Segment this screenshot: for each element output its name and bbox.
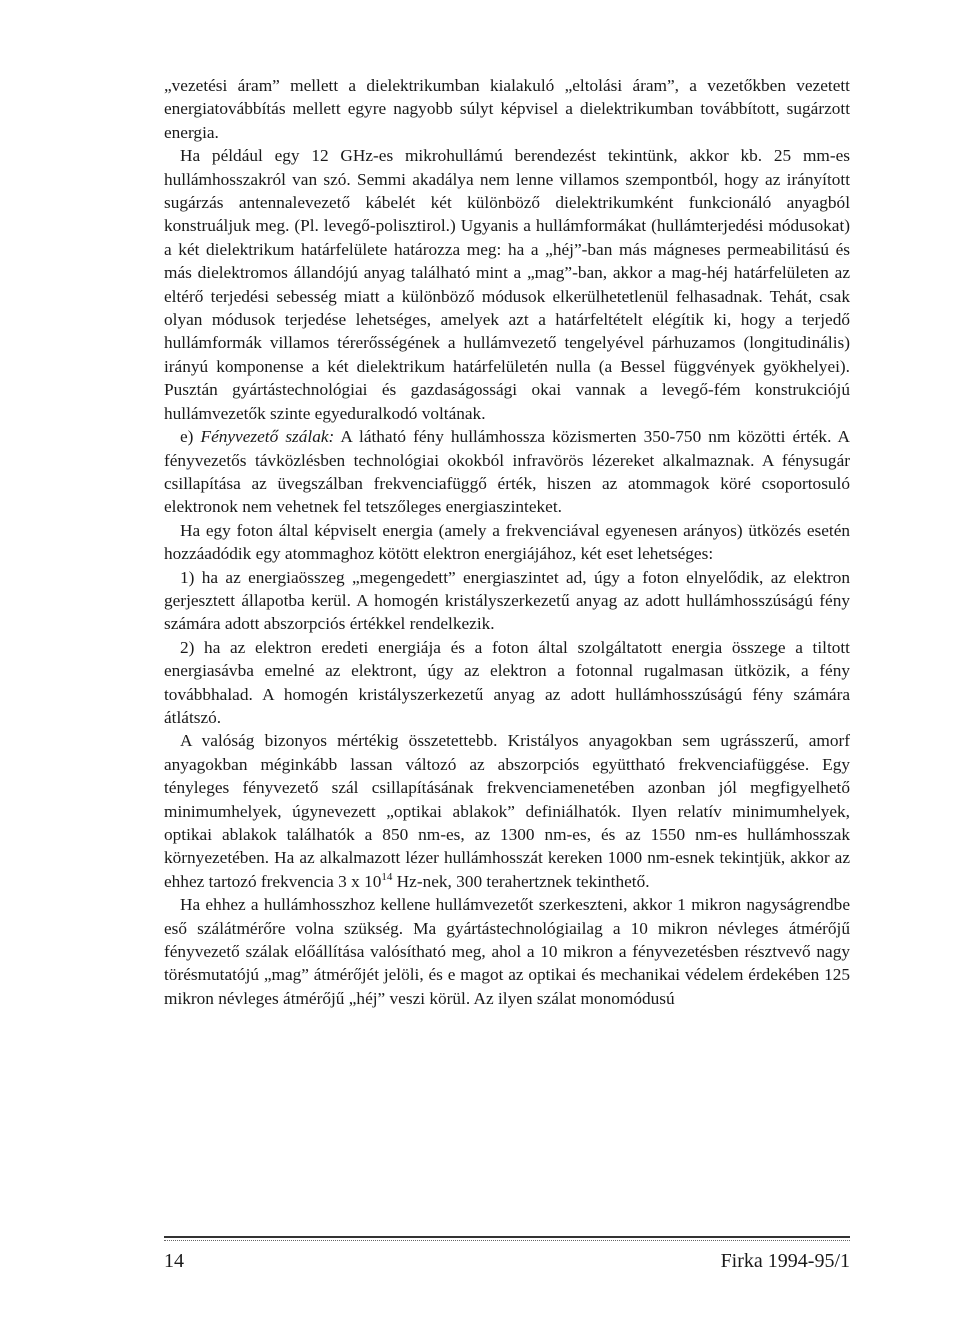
section-heading-fenyvezeto-szalak: Fényvezető szálak: bbox=[200, 427, 335, 447]
paragraph-7-text: A valóság bizonyos mértékig összetettebb. Kristályos anyagokban sem ugrásszerű, amorf anyagokban méginkább lassan változó az abszorpciós együttható frekvenciafüggése. Egy tényleges fényvezető szál csillapításának frekvenciamenetében azonban jól megfigyelhető minimumhelyek, úgynevezett „optikai ablakok” definiálhatók. Ilyen relatív minimumhelyek, optikai ablakok találhatók a 850 nm-es, az 1300 nm-es, és az 1550 nm-es hullámhosszak környezetében. Ha az alkalmazott lézer hullámhosszát kereken 1000 nm-esnek tekintjük, akkor az ehhez tartozó frekvencia 3 x 10 bbox=[164, 731, 850, 891]
list-marker-e: e) bbox=[180, 427, 201, 447]
paragraph-3-text: A látható fény hullámhossza közismerten 350-750 nm közötti érték. A fényvezetős távközlésben technológiai okokból infravörös lézereket alkalmaznak. A fénysugár csillapítása az üvegszálban frekvenciafüggő érték, hiszen az atommagok köré csoportosuló elektronok nem vehetnek fel tetszőleges energiaszinteket. bbox=[164, 427, 851, 517]
footer-rule bbox=[164, 1236, 850, 1241]
exponent: 14 bbox=[381, 871, 393, 884]
paragraph-3 bbox=[164, 425, 850, 519]
paragraph-7-tail: Hz-nek, 300 terahertznek tekinthető. bbox=[392, 871, 650, 891]
paragraph-2: Ha például egy 12 GHz-es mikrohullámú berendezést tekintünk, akkor kb. 25 mm-es hullámhosszakról van szó. Semmi akadálya nem lenne villamos szempontból, hogy az irányított sugárzás antennalevezető kábelét két különböző dielektrikumként funkcionáló anyagból konstruáljuk meg. (Pl. levegő-polisztirol.) Ugyanis a hullámformákat (hullámterjedési módusokat) a két dielektrikum határfelülete határozza meg: ha a „héj”-ban más mágneses permeabilitású és más dielektromos állandójú anyag található mint a „mag”-ban, akkor a mag-héj határfelületen az eltérő terjedési sebesség miatt a különböző módusok elkerülhetetlenül felhasadnak. Tehát, csak olyan módusok terjedése lehetséges, amelyek azt a határfeltételt elégítik ki, hogy a terjedő hullámformák villamos térerősségének a hullámvezető tengelyével párhuzamos (longitudinális) irányú komponense a két dielektrikum határfelületén nulla (a Bessel függvények gyökhelyei). Pusztán gyártástechnológiai és gazdaságossági okai vannak a levegő-fém konstrukciójú hullámvezetők szinte egyeduralkodó voltának. bbox=[164, 146, 850, 423]
page-number: 14 bbox=[164, 1250, 184, 1272]
paragraph-1: „vezetési áram” mellett a dielektrikumban kialakuló „eltolási áram”, a vezetőkben vezetett energiatovábbítás mellett egyre nagyobb súlyt képvisel a dielektrikumban továbbított, sugárzott energia. bbox=[164, 76, 850, 142]
paragraph-5: 1) ha az energiaösszeg „megengedett” energiaszintet ad, úgy a foton elnyelődik, az elektron gerjesztett állapotba kerül. A homogén kristályszerkezetű anyag az adott hullámhosszúságú fény számára adott abszorpciós értékkel rendelkezik. bbox=[164, 567, 850, 634]
article-body bbox=[164, 74, 850, 1010]
paragraph-7 bbox=[164, 729, 850, 893]
paragraph-4: Ha egy foton által képviselt energia (amely a frekvenciával egyenesen arányos) ütközés esetén hozzáadódik egy atommaghoz kötött elektron energiájához, két eset lehetséges: bbox=[164, 520, 850, 564]
paragraph-8: Ha ehhez a hullámhosszhoz kellene hullámvezetőt szerkeszteni, akkor 1 mikron nagyságrendbe eső szálátmérőre volna szükség. Ma gyártástechnológiailag a 10 mikron névleges átmérőjű fényvezető szálak előállítása valósítható meg, ahol a 10 mikron a fényvezetésben résztvevő nagy törésmutatójú „mag” átmérőjét jelöli, és e magot az optikai és mechanikai védelem érdekében 125 mikron névleges átmérőjű „héj” veszi körül. Az ilyen szálat monomódusú bbox=[164, 895, 850, 1008]
paragraph-6: 2) ha az elektron eredeti energiája és a foton által szolgáltatott energia összege a tiltott energiasávba emelné az elektront, úgy az elektron a fotonnal rugalmasan ütközik, a fény továbbhalad. A homogén kristályszerkezetű anyag az adott hullámhosszúságú fény számára átlátszó. bbox=[164, 637, 850, 727]
journal-issue: Firka 1994-95/1 bbox=[720, 1250, 850, 1272]
